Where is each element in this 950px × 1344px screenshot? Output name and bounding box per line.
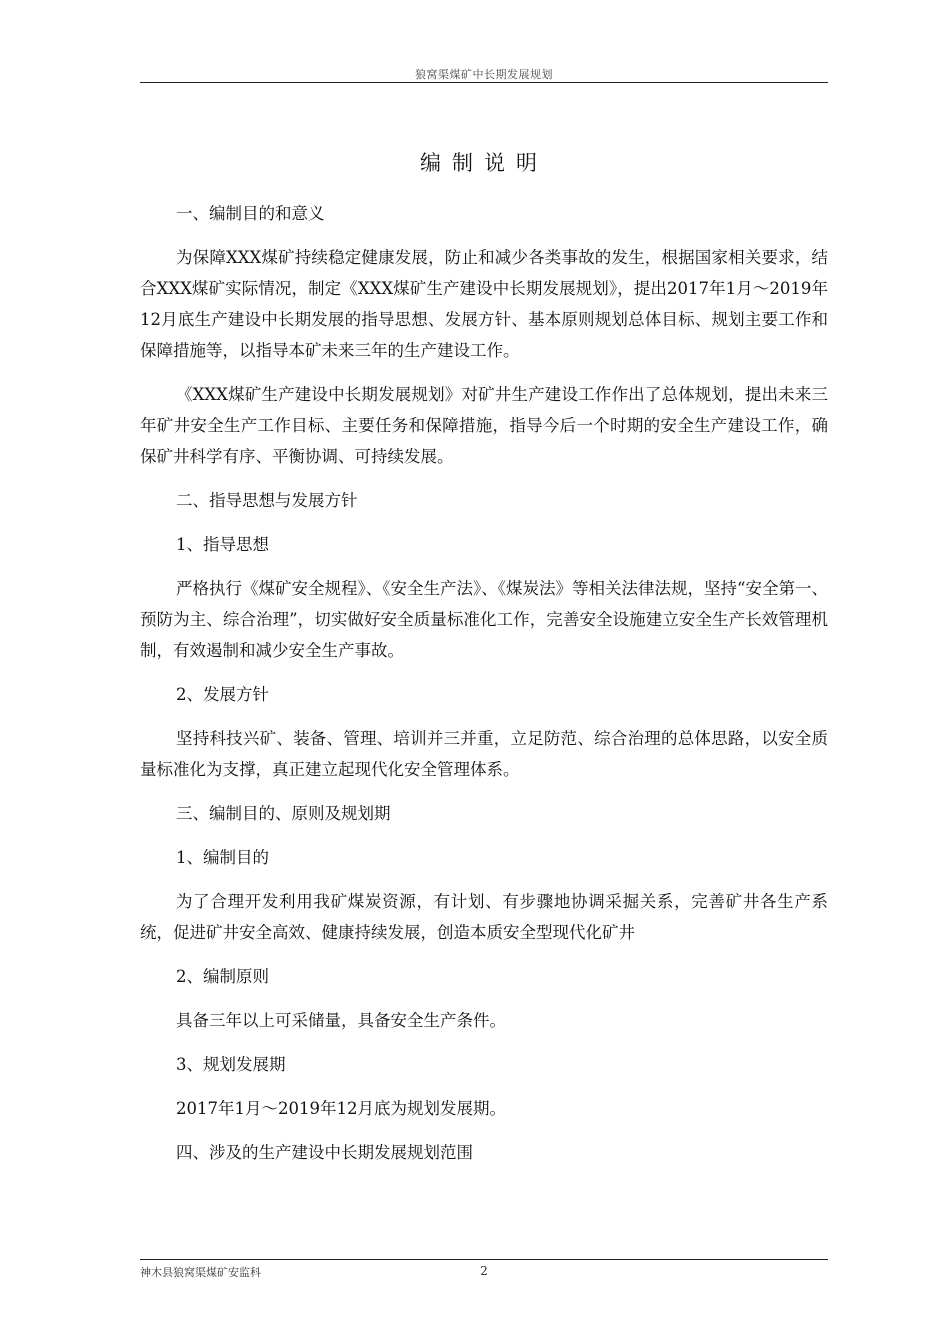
page-header: 狼窝渠煤矿中长期发展规划 [415, 68, 553, 81]
paragraph: 坚持科技兴矿、装备、管理、培训并三并重，立足防范、综合治理的总体思路，以安全质量标准化为支撑，真正建立起现代化安全管理体系。 [140, 729, 828, 779]
header-divider [140, 82, 828, 83]
subsection-heading: 3、规划发展期 [176, 1055, 286, 1074]
subsection-heading: 2、发展方针 [176, 685, 269, 704]
paragraph: 2017年1月～2019年12月底为规划发展期。 [176, 1099, 506, 1118]
paragraph: 具备三年以上可采储量，具备安全生产条件。 [176, 1011, 506, 1030]
page-number: 2 [480, 1264, 488, 1278]
paragraph: 严格执行《煤矿安全规程》、《安全生产法》、《煤炭法》等相关法律法规，坚持“安全第一、预防为主、综合治理”，切实做好安全质量标准化工作，完善安全设施建立安全生产长效管理机制，有效遏制和减少安全生产事故。 [140, 579, 828, 660]
paragraph: 为保障XXX煤矿持续稳定健康发展，防止和减少各类事故的发生，根据国家相关要求，结合XXX煤矿实际情况，制定《XXX煤矿生产建设中长期发展规划》，提出2017年1月～2019年12月底生产建设中长期发展的指导思想、发展方针、基本原则规划总体目标、规划主要工作和保障措施等，以指导本矿未来三年的生产建设工作。 [140, 248, 828, 360]
section-heading-principles: 三、编制目的、原则及规划期 [176, 804, 391, 823]
subsection-heading: 2、编制原则 [176, 967, 269, 986]
section-heading-scope: 四、涉及的生产建设中长期发展规划范围 [176, 1143, 473, 1162]
footer-divider [140, 1259, 828, 1260]
footer-organization: 神木县狼窝渠煤矿安监科 [140, 1266, 261, 1279]
subsection-heading: 1、编制目的 [176, 848, 269, 867]
paragraph: 《XXX煤矿生产建设中长期发展规划》对矿井生产建设工作作出了总体规划，提出未来三年矿井安全生产工作目标、主要任务和保障措施，指导今后一个时期的安全生产建设工作，确保矿井科学有序、平衡协调、可持续发展。 [140, 385, 828, 466]
paragraph: 为了合理开发利用我矿煤炭资源，有计划、有步骤地协调采掘关系，完善矿井各生产系统，促进矿井安全高效、健康持续发展，创造本质安全型现代化矿井 [140, 892, 828, 942]
document-body [140, 198, 828, 1181]
section-heading-purpose: 一、编制目的和意义 [176, 204, 325, 223]
section-heading-guiding-ideology: 二、指导思想与发展方针 [176, 491, 358, 510]
subsection-heading: 1、指导思想 [176, 535, 269, 554]
document-title: 编制说明 [420, 151, 548, 175]
